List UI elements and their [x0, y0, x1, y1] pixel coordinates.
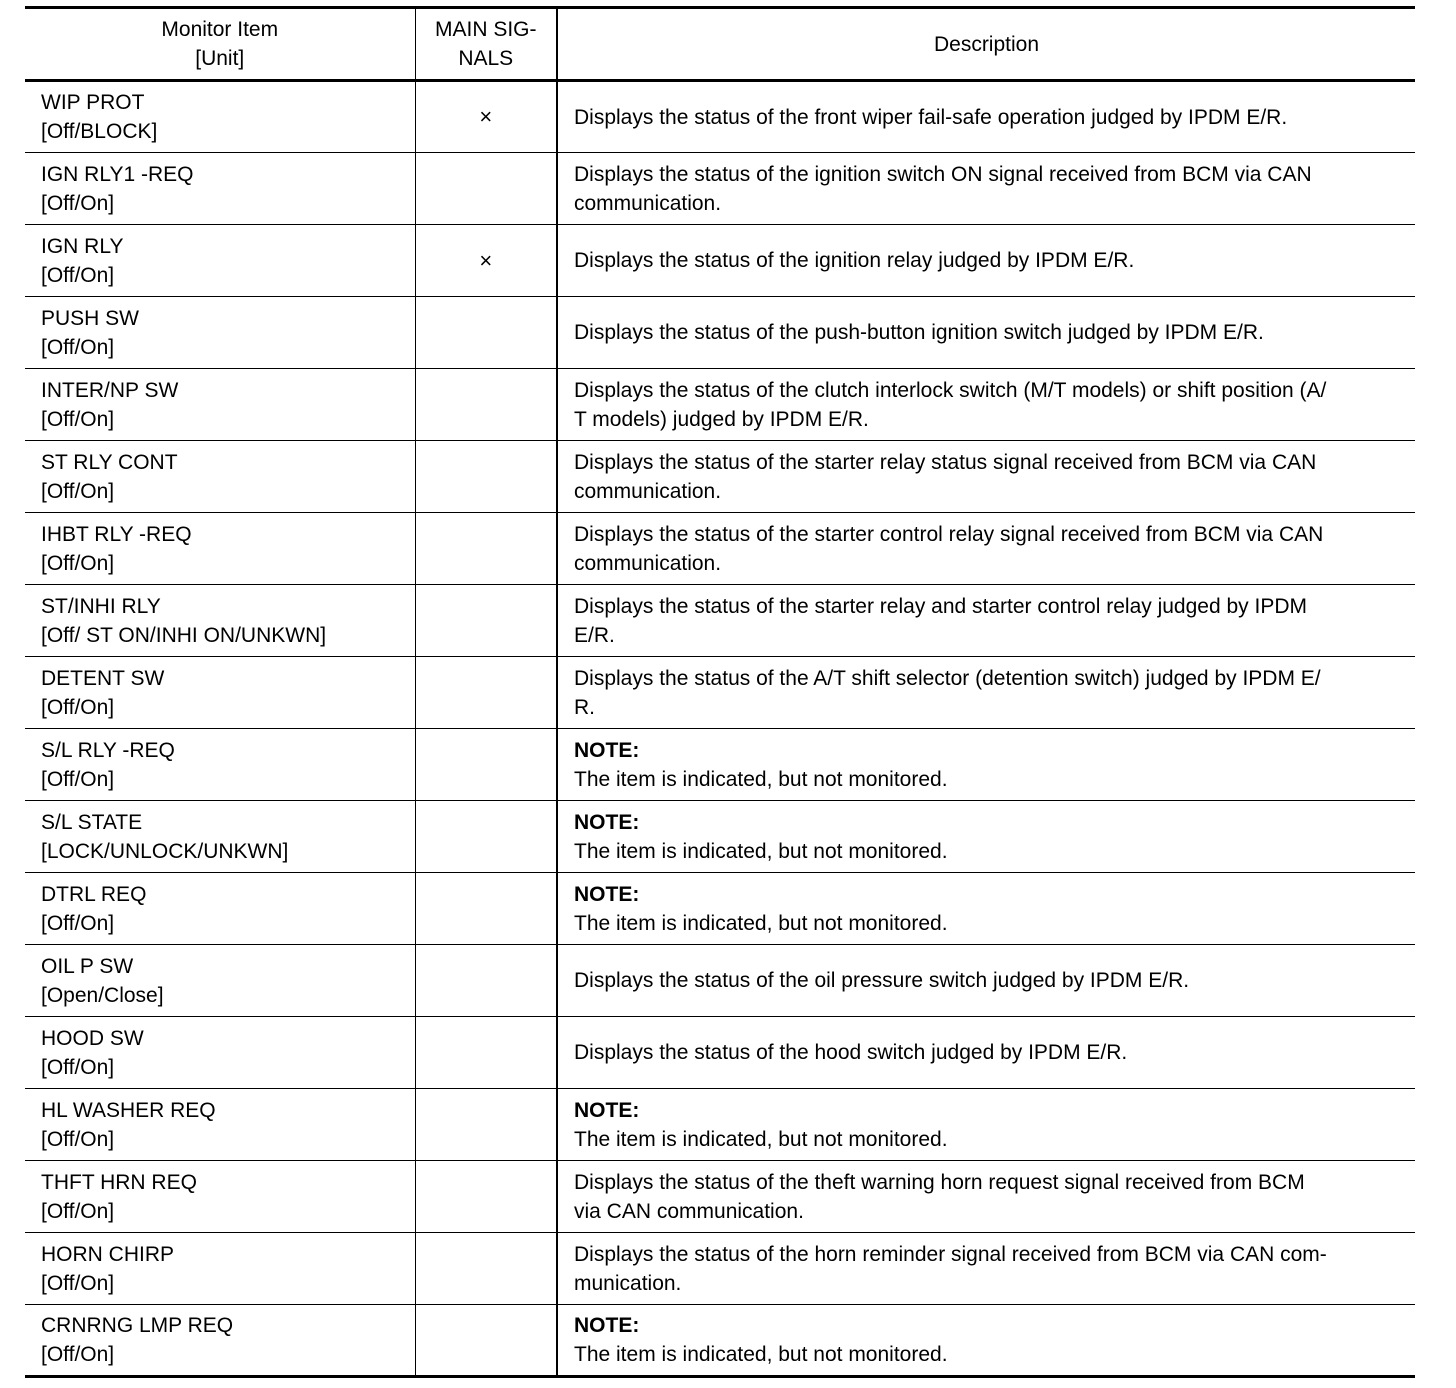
table-row — [25, 1233, 1415, 1305]
table-row — [25, 513, 1415, 585]
monitor-item-unit: [Off/On] — [41, 911, 115, 935]
monitor-item-cell — [25, 729, 415, 801]
main-signal-mark: × — [479, 104, 493, 129]
table-header-row — [25, 8, 1415, 81]
monitor-item-name: INTER/NP SW — [41, 378, 179, 402]
main-signals-cell — [415, 1305, 557, 1377]
description-text: communication. — [574, 479, 722, 503]
description-text: Displays the status of the starter relay status signal received from BCM via CAN — [574, 450, 1317, 474]
table-row — [25, 1089, 1415, 1161]
description-text: The item is indicated, but not monitored. — [574, 1343, 948, 1366]
description-text: The item is indicated, but not monitored. — [574, 1127, 948, 1151]
monitor-item-unit: [Open/Close] — [41, 983, 164, 1007]
description-cell — [557, 1233, 1415, 1305]
table-row — [25, 369, 1415, 441]
table-row — [25, 945, 1415, 1017]
main-signals-cell — [415, 441, 557, 513]
table-row — [25, 801, 1415, 873]
monitor-item-unit: [Off/On] — [41, 191, 115, 215]
monitor-item-unit: [Off/On] — [41, 695, 115, 719]
main-signals-cell — [415, 657, 557, 729]
monitor-item-unit: [LOCK/UNLOCK/UNKWN] — [41, 839, 289, 863]
monitor-item-cell — [25, 441, 415, 513]
table-row — [25, 1305, 1415, 1377]
monitor-item-name: IGN RLY — [41, 234, 124, 258]
monitor-item-name: S/L RLY -REQ — [41, 738, 175, 762]
monitor-item-name: ST RLY CONT — [41, 450, 178, 474]
description-cell — [557, 729, 1415, 801]
monitor-item-cell — [25, 657, 415, 729]
monitor-item-cell — [25, 1017, 415, 1089]
description-text: munication. — [574, 1271, 682, 1295]
monitor-item-cell — [25, 297, 415, 369]
main-signal-mark: × — [479, 247, 493, 273]
main-signals-cell — [415, 297, 557, 369]
description-cell — [557, 225, 1415, 297]
monitor-item-cell — [25, 513, 415, 585]
table-row — [25, 81, 1415, 153]
table-row — [25, 297, 1415, 369]
monitor-item-cell — [25, 1305, 415, 1377]
monitor-item-unit: [Off/On] — [41, 1127, 115, 1151]
header-main-signals — [415, 8, 557, 81]
description-text: via CAN communication. — [574, 1199, 804, 1223]
monitor-item-unit: [Off/On] — [41, 1199, 115, 1223]
monitor-item-name: PUSH SW — [41, 306, 140, 330]
note-label: NOTE: — [574, 738, 640, 762]
main-signals-cell — [415, 1089, 557, 1161]
table-row — [25, 873, 1415, 945]
header-unit-label: [Unit] — [195, 47, 245, 70]
monitor-item-name: S/L STATE — [41, 810, 143, 834]
main-signals-cell — [415, 225, 557, 297]
monitor-item-name: HOOD SW — [41, 1026, 144, 1050]
description-text: Displays the status of the theft warning horn request signal received from BCM — [574, 1170, 1305, 1194]
description-text: communication. — [574, 551, 722, 575]
monitor-item-cell — [25, 873, 415, 945]
monitor-item-cell — [25, 225, 415, 297]
table-row — [25, 585, 1415, 657]
monitor-item-name: THFT HRN REQ — [41, 1170, 197, 1194]
header-main-signals-line1: MAIN SIG- — [434, 18, 537, 41]
monitor-item-name: IGN RLY1 -REQ — [41, 162, 194, 186]
description-cell — [557, 1161, 1415, 1233]
header-description-label: Description — [933, 32, 1040, 56]
main-signals-cell — [415, 729, 557, 801]
main-signals-cell — [415, 1161, 557, 1233]
main-signals-cell — [415, 513, 557, 585]
monitor-item-unit: [Off/On] — [41, 407, 115, 431]
description-cell — [557, 585, 1415, 657]
main-signals-cell — [415, 1233, 557, 1305]
description-text: The item is indicated, but not monitored. — [574, 767, 948, 791]
description-cell — [557, 297, 1415, 369]
monitor-item-cell — [25, 1089, 415, 1161]
monitor-item-cell — [25, 81, 415, 153]
header-monitor-item-label: Monitor Item — [161, 18, 279, 41]
monitor-item-cell — [25, 369, 415, 441]
note-label: NOTE: — [574, 1098, 640, 1122]
monitor-item-cell — [25, 153, 415, 225]
monitor-item-unit: [Off/On] — [41, 335, 115, 359]
description-cell — [557, 657, 1415, 729]
main-signals-cell — [415, 1017, 557, 1089]
main-signals-cell — [415, 81, 557, 153]
monitor-item-name: ST/INHI RLY — [41, 594, 161, 618]
monitor-item-cell — [25, 1161, 415, 1233]
main-signals-cell — [415, 801, 557, 873]
monitor-item-unit: [Off/On] — [41, 1055, 115, 1079]
description-cell — [557, 945, 1415, 1017]
description-cell — [557, 153, 1415, 225]
description-cell — [557, 801, 1415, 873]
table-row — [25, 1017, 1415, 1089]
monitor-item-name: HL WASHER REQ — [41, 1098, 216, 1122]
description-text: Displays the status of the push-button ignition switch judged by IPDM E/R. — [574, 321, 1264, 344]
description-text: T models) judged by IPDM E/R. — [574, 407, 869, 431]
monitor-item-unit: [Off/On] — [41, 1343, 115, 1366]
description-text: E/R. — [574, 623, 615, 647]
main-signals-cell — [415, 153, 557, 225]
header-description — [557, 8, 1415, 81]
monitor-item-unit: [Off/On] — [41, 263, 115, 287]
description-text: Displays the status of the oil pressure switch judged by IPDM E/R. — [574, 969, 1190, 992]
description-text: The item is indicated, but not monitored. — [574, 911, 948, 935]
monitor-item-unit: [Off/BLOCK] — [41, 120, 158, 143]
monitor-item-cell — [25, 945, 415, 1017]
header-monitor-item — [25, 8, 415, 81]
monitor-item-name: HORN CHIRP — [41, 1242, 175, 1266]
monitor-item-name: OIL P SW — [41, 954, 134, 978]
monitor-item-name: IHBT RLY -REQ — [41, 522, 192, 546]
main-signals-cell — [415, 945, 557, 1017]
description-text: Displays the status of the hood switch judged by IPDM E/R. — [574, 1041, 1128, 1064]
description-text: Displays the status of the clutch interlock switch (M/T models) or shift position (A/ — [574, 378, 1327, 402]
table-row — [25, 153, 1415, 225]
table-row — [25, 657, 1415, 729]
description-cell — [557, 873, 1415, 945]
description-cell — [557, 369, 1415, 441]
description-text: Displays the status of the ignition relay judged by IPDM E/R. — [574, 249, 1135, 272]
description-cell — [557, 1017, 1415, 1089]
table-row — [25, 1161, 1415, 1233]
monitor-item-unit: [Off/On] — [41, 479, 115, 503]
table-row — [25, 225, 1415, 297]
note-label: NOTE: — [574, 1314, 640, 1337]
monitor-item-cell — [25, 585, 415, 657]
monitor-item-name: DTRL REQ — [41, 882, 147, 906]
description-text: Displays the status of the horn reminder signal received from BCM via CAN com- — [574, 1242, 1327, 1266]
description-text: Displays the status of the front wiper fail-safe operation judged by IPDM E/R. — [574, 105, 1288, 129]
description-text: Displays the status of the A/T shift selector (detention switch) judged by IPDM E/ — [574, 666, 1321, 690]
header-main-signals-line2: NALS — [458, 47, 514, 70]
description-text: R. — [574, 695, 595, 719]
description-text: Displays the status of the starter control relay signal received from BCM via CAN — [574, 522, 1324, 546]
monitor-item-name: DETENT SW — [41, 666, 165, 690]
description-cell — [557, 441, 1415, 513]
description-cell — [557, 1305, 1415, 1377]
note-label: NOTE: — [574, 882, 640, 906]
description-text: Displays the status of the ignition switch ON signal received from BCM via CAN — [574, 162, 1312, 186]
monitor-item-unit: [Off/On] — [41, 551, 115, 575]
description-cell — [557, 513, 1415, 585]
monitor-item-unit: [Off/On] — [41, 1271, 115, 1295]
description-text: The item is indicated, but not monitored. — [574, 839, 948, 863]
monitor-item-name: WIP PROT — [41, 91, 145, 114]
monitor-item-name: CRNRNG LMP REQ — [41, 1314, 234, 1337]
table-row — [25, 441, 1415, 513]
monitor-item-table — [25, 6, 1415, 1378]
description-text: communication. — [574, 191, 722, 215]
description-cell — [557, 81, 1415, 153]
monitor-item-unit: [Off/On] — [41, 767, 115, 791]
monitor-item-unit: [Off/ ST ON/INHI ON/UNKWN] — [41, 623, 327, 647]
main-signals-cell — [415, 585, 557, 657]
monitor-item-cell — [25, 1233, 415, 1305]
main-signals-cell — [415, 369, 557, 441]
description-text: Displays the status of the starter relay and starter control relay judged by IPDM — [574, 594, 1308, 618]
description-cell — [557, 1089, 1415, 1161]
table-row — [25, 729, 1415, 801]
monitor-item-cell — [25, 801, 415, 873]
main-signals-cell — [415, 873, 557, 945]
note-label: NOTE: — [574, 810, 640, 834]
